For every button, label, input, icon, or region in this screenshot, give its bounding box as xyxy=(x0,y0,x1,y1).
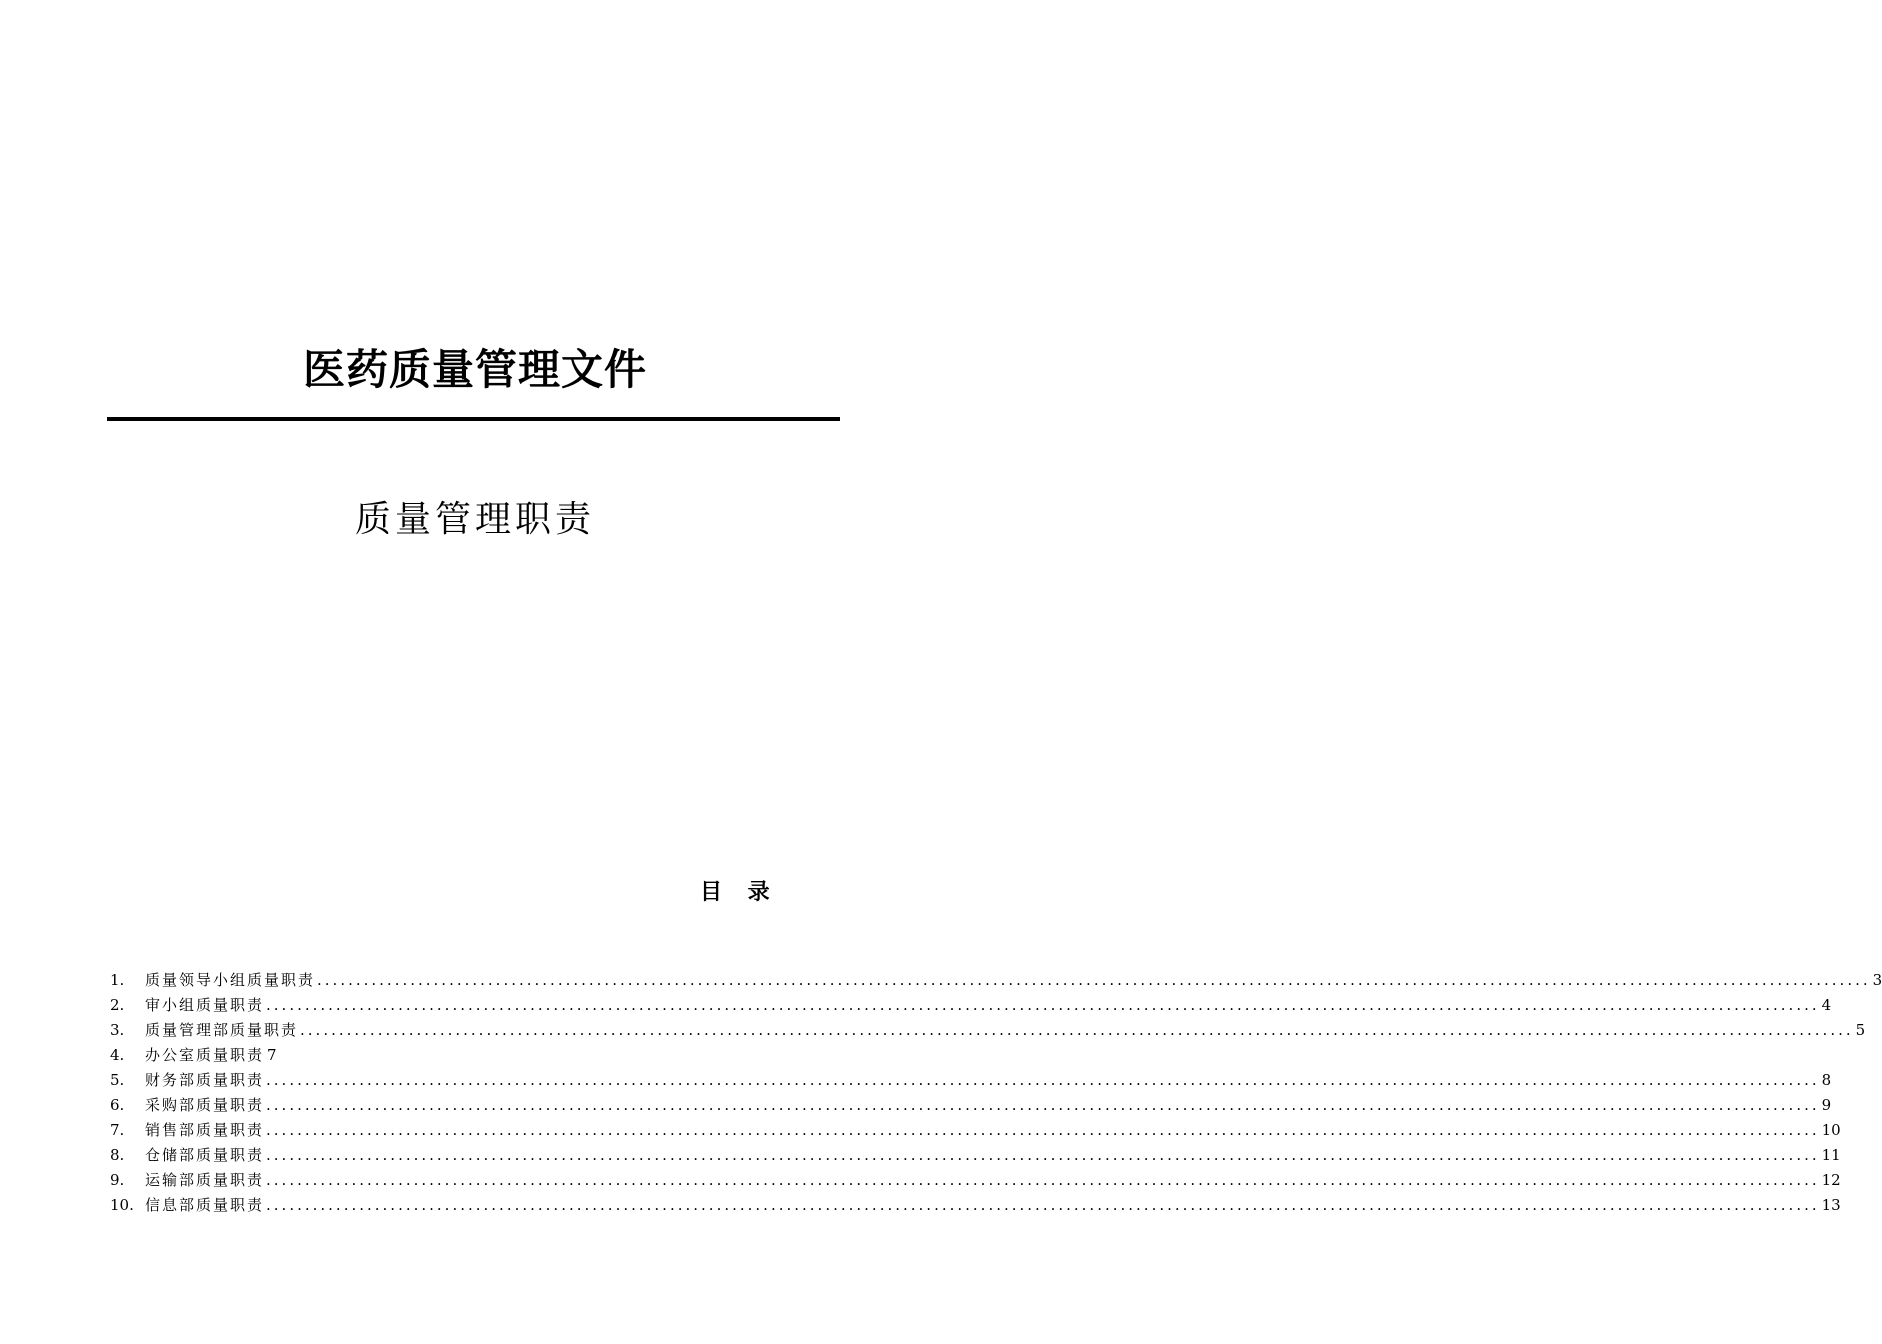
toc-entry-page-number: 13 xyxy=(1821,1196,1841,1214)
toc-heading: 目 录 xyxy=(700,880,770,905)
toc-entry-title: 销售部质量职责 xyxy=(145,1121,265,1139)
toc-entry[interactable] xyxy=(110,968,1882,993)
toc-entry-number: 8. xyxy=(110,1146,125,1164)
toc-entry[interactable] xyxy=(110,1018,1866,1043)
toc-dot-leader: ........................................................................................................................................................................................................ xyxy=(266,1196,1820,1214)
toc-entry[interactable] xyxy=(110,1143,1841,1168)
toc-entry-number: 9. xyxy=(110,1171,125,1189)
toc-entry-title: 质量领导小组质量职责 xyxy=(145,971,316,989)
toc-dot-leader: ........................................................................................................................................................................................................ xyxy=(266,1171,1820,1189)
toc-entry-title: 财务部质量职责 xyxy=(145,1071,265,1089)
toc-entry-page-number: 7 xyxy=(267,1046,277,1064)
toc-entry[interactable] xyxy=(110,1168,1841,1193)
toc-entry[interactable] xyxy=(110,1068,1832,1093)
toc-dot-leader: ........................................................................................................................................................................................................ xyxy=(266,996,1820,1014)
toc-entry-number: 3. xyxy=(110,1021,125,1039)
toc-entry[interactable] xyxy=(110,1093,1832,1118)
toc-entry-page-number: 12 xyxy=(1821,1171,1841,1189)
document-title: 医药质量管理文件 xyxy=(302,345,647,394)
toc-dot-leader: ........................................................................................................................................................................................................ xyxy=(317,971,1871,989)
toc-entry-title: 运输部质量职责 xyxy=(145,1171,265,1189)
toc-entry-page-number: 11 xyxy=(1821,1146,1841,1164)
toc-entry-number: 6. xyxy=(110,1096,125,1114)
toc-entry-number: 10. xyxy=(110,1196,134,1214)
toc-entry-number: 4. xyxy=(110,1046,125,1064)
toc-entry-title: 仓储部质量职责 xyxy=(145,1146,265,1164)
toc-entry-title: 采购部质量职责 xyxy=(145,1096,265,1114)
toc-entry-number: 7. xyxy=(110,1121,125,1139)
toc-entry[interactable] xyxy=(110,1118,1841,1143)
toc-entry-page-number: 3 xyxy=(1872,971,1882,989)
toc-dot-leader: ........................................................................................................................................................................................................ xyxy=(266,1146,1820,1164)
toc-entry-title: 办公室质量职责 xyxy=(145,1046,265,1064)
toc-entry[interactable] xyxy=(110,993,1832,1018)
toc-entry-page-number: 8 xyxy=(1821,1071,1832,1089)
toc-dot-leader: ........................................................................................................................................................................................................ xyxy=(266,1071,1820,1089)
toc-entry-number: 1. xyxy=(110,971,125,989)
toc-entry-title: 质量管理部质量职责 xyxy=(145,1021,299,1039)
toc-entry-number: 2. xyxy=(110,996,125,1014)
toc-entry[interactable] xyxy=(110,1043,774,1068)
toc-entry[interactable] xyxy=(110,1193,1841,1218)
toc-entry-title: 审小组质量职责 xyxy=(145,996,265,1014)
toc-entry-page-number: 10 xyxy=(1821,1121,1841,1139)
toc-entry-page-number: 5 xyxy=(1855,1021,1866,1039)
toc-entry-page-number: 4 xyxy=(1821,996,1832,1014)
toc-dot-leader: ........................................................................................................................................................................................................ xyxy=(300,1021,1854,1039)
document-subtitle: 质量管理职责 xyxy=(354,499,595,540)
toc-dot-leader: ........................................................................................................................................................................................................ xyxy=(266,1121,1820,1139)
toc-entry-page-number: 9 xyxy=(1821,1096,1832,1114)
toc-dot-leader: ........................................................................................................................................................................................................ xyxy=(266,1096,1820,1114)
toc-entry-title: 信息部质量职责 xyxy=(145,1196,265,1214)
table-of-contents xyxy=(110,968,1882,1218)
toc-entry-number: 5. xyxy=(110,1071,125,1089)
title-underline-rule xyxy=(107,417,840,421)
